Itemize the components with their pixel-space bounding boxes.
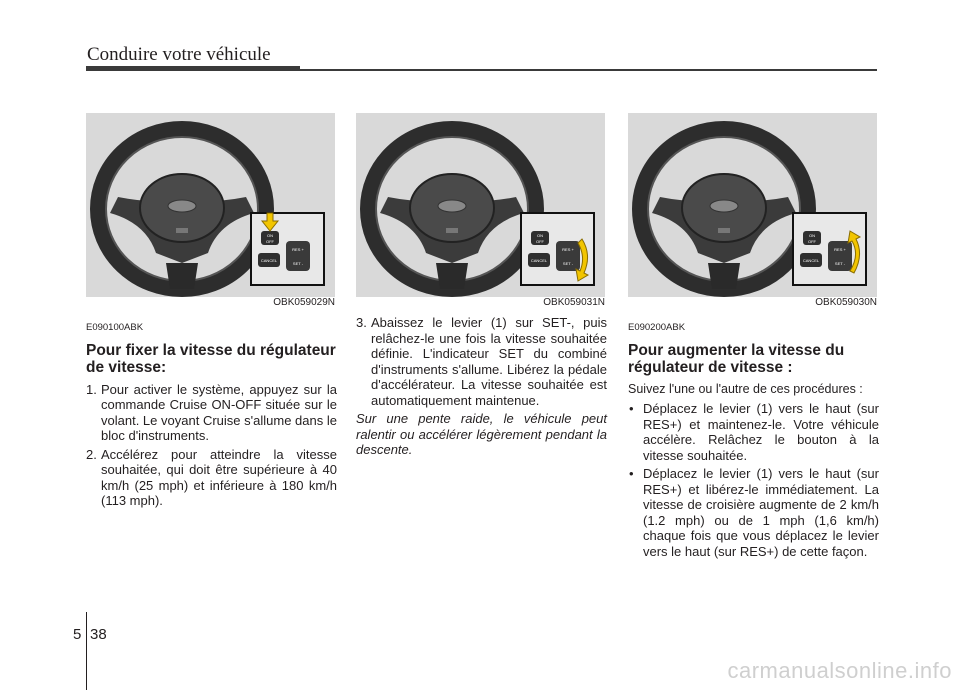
section-heading: Pour augmenter la vitesse du régulateur de vitesse :	[628, 341, 845, 376]
page-header-title: Conduire votre véhicule	[87, 44, 271, 65]
on-label: ON	[537, 233, 543, 238]
numbered-step	[86, 382, 337, 444]
step-number: 3.	[356, 315, 367, 330]
bullet-icon: •	[629, 401, 634, 416]
section-code: E090200ABK	[628, 322, 686, 333]
bullet-icon: •	[629, 466, 634, 481]
step-number: 2.	[86, 446, 97, 462]
figure-steering-wheel-2	[356, 113, 605, 297]
res-label: RES +	[292, 247, 304, 252]
step-number: 1.	[86, 381, 97, 397]
page-number: 38	[90, 626, 107, 643]
steering-wheel-illustration	[628, 113, 877, 297]
off-label: OFF	[536, 239, 544, 244]
figure-code-1: OBK059029N	[273, 297, 335, 308]
set-label: SET -	[562, 261, 574, 266]
steering-wheel	[368, 129, 536, 289]
figure-steering-wheel-1	[86, 113, 335, 297]
numbered-step	[356, 315, 607, 408]
steering-wheel-illustration	[86, 113, 335, 297]
bullet-text: Déplacez le levier (1) vers le haut (sur RES+) et libérez-le immédiatement. La vitesse de croisière augmente de 2 km/h (1.2 mph) ou de 1 mph (1,6 km/h) chaque fois que vous déplacez le levier vers le haut (sur RES+) de cette façon.	[643, 466, 879, 559]
off-label: OFF	[808, 239, 816, 244]
bullet-item	[628, 401, 879, 463]
res-label: RES +	[834, 247, 846, 252]
cancel-label: CANCEL	[260, 258, 278, 263]
switch-zoom-panel	[251, 213, 324, 285]
cancel-label: CANCEL	[802, 258, 820, 263]
figure-steering-wheel-3	[628, 113, 877, 297]
cancel-label: CANCEL	[530, 258, 548, 263]
set-label: SET -	[292, 261, 304, 266]
watermark: carmanualsonline.info	[727, 658, 952, 683]
step-text: Abaissez le levier (1) sur SET-, puis relâchez-le une fois la vitesse souhaitée définie. L'indicateur SET du combiné d'instruments s'allume. Libérez la pédale d'accélérateur. La vitesse souhaitée est automatiquement maintenue.	[371, 315, 607, 408]
footer-separator	[86, 612, 87, 690]
numbered-step	[86, 447, 337, 509]
on-label: ON	[267, 233, 273, 238]
header-rule-thick	[86, 66, 300, 71]
bullet-item	[628, 466, 879, 559]
steering-wheel	[98, 129, 266, 289]
column-middle	[356, 315, 607, 458]
intro-text: Suivez l'une ou l'autre de ces procédures :	[628, 381, 863, 396]
bullet-text: Déplacez le levier (1) vers le haut (sur RES+) et maintenez-le. Votre véhicule accélère. Relâchez le bouton à la vitesse souhaitée.	[643, 401, 879, 463]
chapter-number: 5	[73, 626, 82, 643]
step-text: Accélérez pour atteindre la vitesse souhaitée, qui doit être supérieure à 40 km/h (25 mph) et inférieure à 180 km/h (113 mph).	[101, 446, 337, 508]
steering-wheel	[640, 129, 808, 289]
step-text: Pour activer le système, appuyez sur la commande Cruise ON-OFF située sur le volant. Le voyant Cruise s'allume dans le bloc d'instruments.	[101, 381, 337, 443]
res-label: RES +	[562, 247, 574, 252]
column-right	[628, 320, 879, 562]
header-rule-thin	[300, 69, 877, 71]
figure-code-2: OBK059031N	[543, 297, 605, 308]
off-label: OFF	[266, 239, 274, 244]
on-label: ON	[809, 233, 815, 238]
section-heading: Pour fixer la vitesse du régulateur de vitesse:	[86, 341, 336, 376]
column-left	[86, 320, 337, 512]
steering-wheel-illustration	[356, 113, 605, 297]
italic-note: Sur une pente raide, le véhicule peut ralentir ou accélérer légèrement pendant la descente.	[356, 411, 607, 457]
figure-code-3: OBK059030N	[815, 297, 877, 308]
section-code: E090100ABK	[86, 322, 144, 333]
set-label: SET -	[834, 261, 846, 266]
